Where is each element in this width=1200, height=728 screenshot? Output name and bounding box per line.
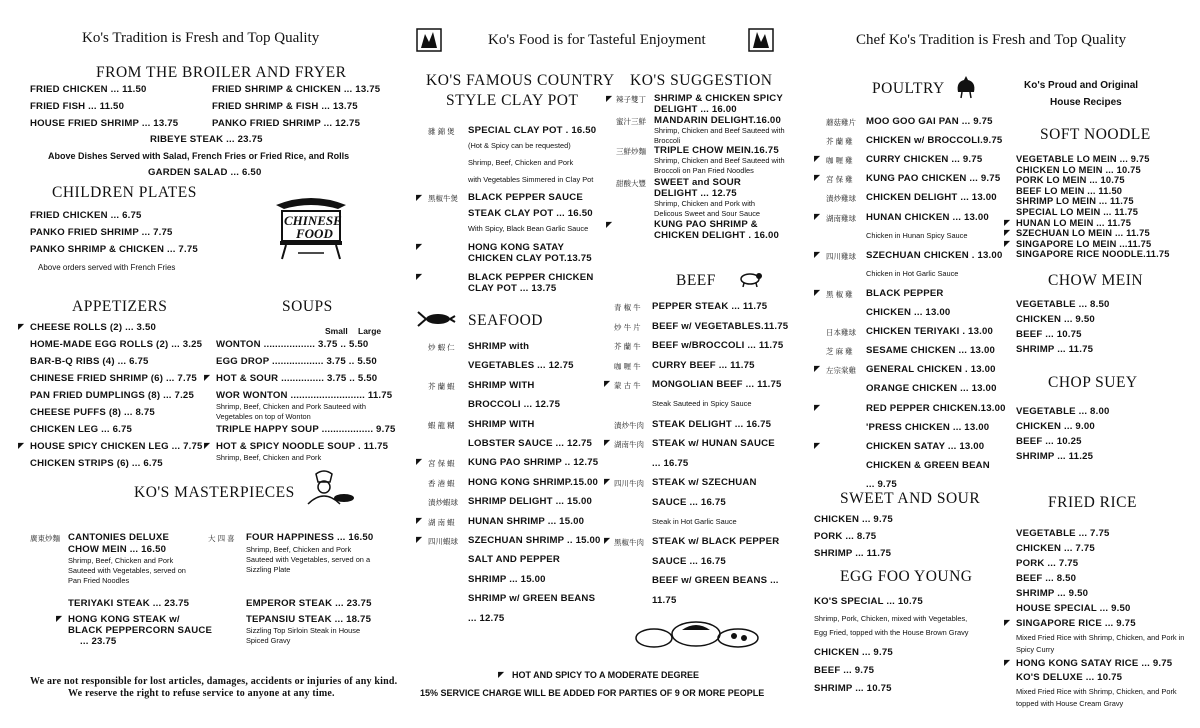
menu-item: SHRIMP & CHICKEN SPICY [654, 93, 783, 104]
item-description: Shrimp, Beef, Chicken and Pork Sauteed with Vegetables, served on a Sizzling Plate [246, 545, 371, 574]
menu-item: SHRIMP ... 9.50 [1016, 588, 1089, 599]
menu-item: MOO GOO GAI PAN ... 9.75 [866, 116, 993, 127]
hot-pepper-icon: ◤ [56, 614, 63, 623]
menu-item: EGG DROP .................. 3.75 .. 5.50 [216, 356, 377, 367]
hot-pepper-icon: ◤ [814, 154, 821, 164]
menu-item: CURRY CHICKEN ... 9.75 [866, 154, 983, 166]
menu-item: FOUR HAPPINESS ... 16.50 [246, 532, 374, 543]
chinese-name: 炒 牛 片 [614, 322, 641, 332]
chinese-name: 芥 蘭 牛 [614, 342, 641, 352]
menu-item: TRIPLE CHOW MEIN.16.75 [654, 145, 779, 156]
menu-item: ... 9.75 [866, 478, 897, 490]
menu-item: WOR WONTON .......................... 11.75 [216, 390, 393, 401]
menu-item: SZECHUAN CHICKEN . 13.00 [866, 249, 1003, 261]
soup-col-large: Large [358, 326, 382, 336]
hot-pepper-icon: ◤ [18, 441, 25, 450]
menu-item: RED PEPPER CHICKEN.13.00 [866, 402, 1006, 414]
chinese-name: 四川牛肉 [614, 479, 644, 489]
menu-item: CHICKEN ... 9.75 [814, 514, 893, 525]
menu-item: PORK ... 7.75 [1016, 558, 1079, 569]
chinese-name: 雜 錦 煲 [428, 127, 455, 136]
item-description: Shrimp, Beef, Chicken and Pork Sauteed with Vegetables on top of Wonton [216, 402, 366, 421]
right-panel [800, 0, 1200, 728]
beef-heading: BEEF [676, 272, 716, 289]
menu-item: HOUSE SPECIAL ... 9.50 [1016, 603, 1131, 614]
menu-item: BLACK PEPPER CHICKEN [468, 272, 594, 283]
menu-item: SALT AND PEPPER [468, 554, 561, 566]
chinese-name: 芝 麻 雞 [826, 347, 853, 357]
menu-item: SHRIMP LO MEIN ... 11.75 [1016, 196, 1134, 207]
menu-item: HOUSE SPICY CHICKEN LEG ... 7.75 [30, 441, 203, 452]
menu-item: BAR-B-Q RIBS (4) ... 6.75 [30, 356, 149, 367]
menu-item: 11.75 [652, 595, 677, 606]
menu-item: TEPANSIU STEAK ... 18.75 [246, 614, 372, 625]
left-panel [0, 0, 400, 728]
hot-pepper-icon: ◤ [204, 373, 211, 382]
menu-item: VEGETABLE LO MEIN ... 9.75 [1016, 154, 1150, 164]
menu-item: CHICKEN LEG ... 6.75 [30, 424, 133, 435]
menu-item: LOBSTER SAUCE ... 12.75 [468, 438, 593, 449]
hot-pepper-icon: ◤ [814, 402, 821, 412]
menu-item: SHRIMP ... 15.00 [468, 573, 546, 585]
menu-item: PANKO FRIED SHRIMP ... 12.75 [212, 118, 361, 129]
menu-item: CHEESE ROLLS (2) ... 3.50 [30, 322, 157, 333]
lobster-illustration [416, 308, 456, 330]
item-description: With Spicy, Black Bean Garlic Sauce [468, 224, 589, 233]
item-description: Shrimp, Beef, Chicken and Pork [216, 453, 322, 462]
menu-item: SHRIMP WITH [468, 379, 535, 391]
item-description: Shrimp, Beef, Chicken and Pork [468, 158, 574, 167]
hot-pepper-icon: ◤ [204, 441, 211, 450]
menu-item: VEGETABLE ... 7.75 [1016, 528, 1110, 539]
hot-pepper-icon: ◤ [416, 535, 423, 544]
menu-item: SESAME CHICKEN ... 13.00 [866, 345, 996, 357]
item-description: Steak in Hot Garlic Sauce [652, 516, 737, 526]
menu-item: BLACK PEPPER [866, 287, 944, 299]
chinese-name: 宮 保 雞 [826, 175, 853, 185]
hot-pepper-icon: ◤ [606, 94, 613, 103]
chinese-name: 四川蝦球 [428, 537, 458, 546]
chef-illustration [298, 470, 356, 506]
hot-pepper-icon: ◤ [416, 515, 423, 525]
menu-item: SZECHUAN LO MEIN ... 11.75 [1016, 228, 1150, 239]
menu-item: CHICKEN SATAY ... 13.00 [866, 440, 985, 452]
hot-pepper-icon: ◤ [1004, 618, 1011, 627]
house-recipes-heading: Ko's Proud and Original [1024, 80, 1139, 91]
item-description: Shrimp, Beef, Chicken and Pork Sauteed with Vegetables, served on Pan Fried Noodles [68, 556, 186, 585]
menu-item: BEEF ... 10.75 [1016, 329, 1082, 340]
hot-pepper-icon: ◤ [814, 287, 821, 297]
chinese-name: 蘑菇雞片 [826, 118, 856, 127]
seafood-heading: SEAFOOD [468, 312, 543, 329]
item-description: Shrimp, Chicken and Beef Sauteed with Broccoli on Pan Fried Noodles [654, 156, 785, 175]
menu-item: SAUCE ... 16.75 [652, 555, 726, 567]
cow-illustration [736, 270, 764, 288]
item-description: Sizzling Top Sirloin Steak in House Spiced Gravy [246, 626, 361, 645]
menu-item: VEGETABLES ... 12.75 [468, 360, 574, 372]
menu-item: BEEF w/ VEGETABLES.11.75 [652, 320, 789, 332]
menu-item: TRIPLE HAPPY SOUP .................. 9.75 [216, 424, 396, 435]
menu-item: CHICKEN ... 9.50 [1016, 314, 1095, 325]
item-description: Mixed Fried Rice with Shrimp, Chicken, and Pork in Spicy Curry [1016, 633, 1185, 654]
chinese-name: 芥 蘭 蝦 [428, 381, 455, 391]
menu-item: BLACK PEPPER SAUCE [468, 192, 584, 203]
menu-item: HOME-MADE EGG ROLLS (2) ... 3.25 [30, 339, 203, 350]
menu-item: PANKO SHRIMP & CHICKEN ... 7.75 [30, 244, 198, 255]
menu-item: SHRIMP ... 11.25 [1016, 451, 1094, 462]
menu-item: CHICKEN CLAY POT.13.75 [468, 253, 592, 264]
hot-pepper-icon: ◤ [416, 193, 423, 202]
menu-item: STEAK w/ BLACK PEPPER [652, 536, 780, 548]
menu-item: BROCCOLI ... 12.75 [468, 399, 561, 411]
hot-pepper-icon: ◤ [498, 670, 505, 679]
menu-item: FRIED SHRIMP & FISH ... 13.75 [212, 101, 358, 112]
hot-pepper-icon: ◤ [604, 477, 611, 487]
logo-text: FOOD [296, 226, 333, 241]
chop-suey-heading: CHOP SUEY [1048, 374, 1138, 391]
menu-item: BEEF ... 10.25 [1016, 436, 1082, 447]
menu-item: HUNAN CHICKEN ... 13.00 [866, 211, 989, 223]
soups-heading: SOUPS [282, 298, 333, 315]
chinese-name: 宮 保 蝦 [428, 459, 455, 469]
title-ornament-left [416, 28, 442, 52]
menu-item: DELIGHT ... 16.00 [654, 104, 737, 115]
chinese-name: 蜜汁三鮮 [616, 117, 646, 126]
hot-pepper-icon: ◤ [1004, 217, 1011, 227]
chinese-name: 芥 蘭 雞 [826, 137, 853, 147]
menu-item: SHRIMP w/ GREEN BEANS [468, 593, 596, 605]
chinese-name: 湖 南 蝦 [428, 517, 455, 527]
hot-pepper-icon: ◤ [416, 272, 423, 281]
broiler-note: Above Dishes Served with Salad, French Fries or Fried Rice, and Rolls [48, 151, 350, 161]
hot-pepper-icon: ◤ [1004, 228, 1011, 238]
claypot-heading: STYLE CLAY POT [446, 92, 579, 109]
menu-item: KUNG PAO SHRIMP & [654, 219, 758, 230]
food-illustration [626, 616, 766, 652]
chinese-name: 左宗棠雞 [826, 366, 856, 376]
menu-item: SINGAPORE RICE ... 9.75 [1016, 618, 1136, 629]
menu-item: CHICKEN LO MEIN ... 10.75 [1016, 164, 1141, 175]
menu-item: CHICKEN ... 9.75 [814, 647, 893, 658]
menu-item: GARDEN SALAD ... 6.50 [148, 167, 262, 178]
menu-item: PEPPER STEAK ... 11.75 [652, 301, 768, 312]
hot-pepper-icon: ◤ [814, 249, 821, 259]
menu-item: CHICKEN TERIYAKI . 13.00 [866, 326, 994, 338]
chinese-name: 青 椒 牛 [614, 303, 641, 312]
menu-item: CHICKEN ... 13.00 [866, 307, 951, 318]
title-ornament-right [748, 28, 774, 52]
menu-item: CHICKEN ... 9.00 [1016, 421, 1095, 432]
menu-item: VEGETABLE ... 8.50 [1016, 299, 1110, 310]
menu-item: BLACK PEPPERCORN SAUCE [68, 625, 213, 636]
menu-item: CHICKEN & GREEN BEAN [866, 459, 990, 471]
menu-item: RIBEYE STEAK ... 23.75 [150, 134, 263, 145]
disclaimer: We are not responsible for lost articles, damages, accidents or injuries of any kind. [30, 676, 398, 687]
menu-item: MONGOLIAN BEEF ... 11.75 [652, 379, 782, 391]
menu-item: CURRY BEEF ... 11.75 [652, 359, 755, 371]
menu-item: CANTONIES DELUXE [68, 532, 170, 543]
menu-item: CHICKEN ... 7.75 [1016, 543, 1095, 554]
hot-legend: HOT AND SPICY TO A MODERATE DEGREE [512, 670, 700, 680]
menu-item: ORANGE CHICKEN ... 13.00 [866, 383, 997, 395]
chinese-name: 辣子雙丁 [616, 95, 646, 104]
menu-item: 'PRESS CHICKEN ... 13.00 [866, 421, 990, 433]
menu-item: STEAK DELIGHT ... 16.75 [652, 418, 772, 430]
children-note: Above orders served with French Fries [38, 263, 176, 272]
menu-item: SINGAPORE LO MEIN ...11.75 [1016, 238, 1152, 249]
item-description: Shrimp, Pork, Chicken, mixed with Vegetables, Egg Fried, topped with the House Brown Gravy [814, 614, 969, 637]
house-recipes-heading: House Recipes [1050, 97, 1122, 108]
suggestion-heading: KO'S SUGGESTION [630, 72, 773, 89]
hot-pepper-icon: ◤ [416, 242, 423, 251]
menu-item: BEEF w/ GREEN BEANS ... [652, 575, 779, 587]
item-description: Shrimp, Chicken and Pork with Delicous Sweet and Sour Sauce [654, 199, 760, 218]
menu-item: CHOW MEIN ... 16.50 [68, 544, 167, 555]
menu-item: CLAY POT ... 13.75 [468, 283, 557, 294]
chinese-name: 漬炒雞球 [826, 194, 856, 204]
disclaimer: We reserve the right to refuse service to anyone at any time. [68, 688, 335, 699]
soft-noodle-heading: SOFT NOODLE [1040, 126, 1151, 143]
menu-item: FRIED CHICKEN ... 6.75 [30, 210, 142, 221]
hot-pepper-icon: ◤ [814, 440, 821, 450]
menu-item: EMPEROR STEAK ... 23.75 [246, 598, 372, 609]
chinese-name: 黑椒牛煲 [428, 194, 458, 203]
menu-item: SHRIMP ... 11.75 [814, 548, 892, 559]
menu-item: HUNAN LO MEIN ... 11.75 [1016, 217, 1132, 228]
menu-item: STEAK w/ HUNAN SAUCE [652, 438, 775, 450]
menu-item: MANDARIN DELIGHT.16.00 [654, 115, 782, 126]
chinese-food-logo [270, 193, 352, 261]
panel-title: Ko's Food is for Tasteful Enjoyment [488, 32, 706, 48]
menu-item: ... 23.75 [80, 636, 117, 647]
menu-item: WONTON .................. 3.75 .. 5.50 [216, 339, 369, 350]
hot-pepper-icon: ◤ [814, 173, 821, 183]
menu-item: SAUCE ... 16.75 [652, 497, 726, 508]
menu-item: VEGETABLE ... 8.00 [1016, 406, 1110, 417]
chinese-name: 炒 蝦 仁 [428, 343, 455, 352]
panel-title: Ko's Tradition is Fresh and Top Quality [82, 30, 320, 46]
menu-item: CHICKEN DELIGHT ... 13.00 [866, 192, 997, 204]
chinese-name: 香 港 蝦 [428, 478, 455, 488]
menu-item: STEAK CLAY POT ... 16.50 [468, 208, 593, 219]
chow-mein-heading: CHOW MEIN [1048, 272, 1144, 289]
menu-item: KO'S DELUXE ... 10.75 [1016, 672, 1123, 683]
menu-item: FRIED SHRIMP & CHICKEN ... 13.75 [212, 84, 381, 95]
broiler-heading: FROM THE BROILER AND FRYER [96, 64, 347, 81]
menu-item: HOT & SPICY NOODLE SOUP . 11.75 [216, 441, 389, 452]
menu-item: SPECIAL CLAY POT . 16.50 [468, 125, 597, 136]
hot-pepper-icon: ◤ [604, 536, 611, 546]
hot-pepper-icon: ◤ [1004, 238, 1011, 248]
menu-item: HONG KONG SATAY [468, 242, 565, 253]
menu-item: PANKO FRIED SHRIMP ... 7.75 [30, 227, 173, 238]
menu-item: BEEF ... 8.50 [1016, 573, 1077, 584]
hot-pepper-icon: ◤ [18, 322, 25, 331]
menu-item: KUNG PAO SHRIMP .. 12.75 [468, 457, 599, 469]
hot-pepper-icon: ◤ [1004, 658, 1011, 667]
sweet-sour-heading: SWEET AND SOUR [840, 490, 981, 507]
menu-item: BEEF LO MEIN ... 11.50 [1016, 185, 1123, 196]
chinese-name: 四川雞球 [826, 251, 856, 261]
menu-item: TERIYAKI STEAK ... 23.75 [68, 598, 190, 609]
chinese-name: 三鮮炒麵 [616, 147, 646, 156]
chinese-name: 蒙 古 牛 [614, 381, 641, 391]
chinese-name: 廣東炒麵 [30, 534, 60, 543]
menu-item: HUNAN SHRIMP ... 15.00 [468, 515, 585, 527]
egg-foo-young-heading: EGG FOO YOUNG [840, 568, 973, 585]
rooster-illustration [952, 72, 980, 100]
item-description: Chicken in Hunan Spicy Sauce [866, 230, 968, 240]
menu-item: CHEESE PUFFS (8) ... 8.75 [30, 407, 155, 418]
menu-item: PORK ... 8.75 [814, 531, 877, 542]
menu-item: HOT & SOUR ............... 3.75 .. 5.50 [216, 373, 378, 384]
menu-item: FRIED CHICKEN ... 11.50 [30, 84, 147, 95]
hot-pepper-icon: ◤ [814, 364, 821, 374]
item-description: Steak Sauteed in Spicy Sauce [652, 399, 752, 408]
service-charge-note: 15% SERVICE CHARGE WILL BE ADDED FOR PARTIES OF 9 OR MORE PEOPLE [420, 688, 765, 698]
menu-item: STEAK w/ SZECHUAN [652, 477, 757, 489]
chinese-name: 漬炒牛肉 [614, 420, 644, 430]
chinese-name: 咖 喱 雞 [826, 156, 853, 166]
chinese-name: 咖 喱 牛 [614, 361, 641, 371]
claypot-heading: KO'S FAMOUS COUNTRY [426, 72, 615, 89]
menu-item: FRIED FISH ... 11.50 [30, 101, 125, 112]
chinese-name: 湖南雞球 [826, 213, 856, 223]
menu-item: DELIGHT ... 12.75 [654, 188, 737, 199]
menu-item: PORK LO MEIN ... 10.75 [1016, 175, 1125, 186]
menu-item: SZECHUAN SHRIMP .. 15.00 [468, 535, 601, 546]
menu-item: HONG KONG STEAK w/ [68, 614, 180, 625]
menu-item: PAN FRIED DUMPLINGS (8) ... 7.25 [30, 390, 195, 401]
chinese-name: 黑椒牛肉 [614, 538, 644, 548]
chinese-name: 蝦 龍 糊 [428, 420, 455, 430]
menu-item: CHINESE FRIED SHRIMP (6) ... 7.75 [30, 373, 197, 384]
item-description: Mixed Fried Rice with Shrimp, Chicken, and Pork topped with House Cream Gravy [1016, 687, 1177, 708]
menu-item: HOUSE FRIED SHRIMP ... 13.75 [30, 118, 179, 129]
menu-item: SHRIMP ... 11.75 [1016, 344, 1094, 355]
menu-item: CHICKEN DELIGHT . 16.00 [654, 230, 780, 241]
logo-text: CHINESE [284, 213, 342, 228]
chinese-name: 日本雞球 [826, 328, 856, 338]
children-heading: CHILDREN PLATES [52, 184, 197, 201]
item-description: with Vegetables Simmered in Clay Pot [468, 175, 594, 184]
menu-item: HONG KONG SATAY RICE ... 9.75 [1016, 658, 1173, 669]
hot-pepper-icon: ◤ [814, 211, 821, 221]
fried-rice-heading: FRIED RICE [1048, 494, 1137, 511]
item-description: Chicken in Hot Garlic Sauce [866, 268, 959, 278]
menu-item: ... 16.75 [652, 457, 689, 469]
menu-item: SHRIMP ... 10.75 [814, 683, 892, 694]
soup-col-small: Small [325, 326, 348, 336]
hot-pepper-icon: ◤ [604, 379, 611, 389]
menu-item: CHICKEN w/ BROCCOLI.9.75 [866, 135, 1003, 147]
appetizers-heading: APPETIZERS [72, 298, 168, 315]
chinese-name: 黑 椒 雞 [826, 289, 853, 299]
menu-item: KUNG PAO CHICKEN ... 9.75 [866, 173, 1001, 185]
panel-title: Chef Ko's Tradition is Fresh and Top Quality [856, 32, 1127, 48]
menu-item: HONG KONG SHRIMP.15.00 [468, 476, 599, 488]
chinese-name: 大 四 喜 [208, 534, 235, 543]
chinese-name: 湖南牛肉 [614, 440, 644, 450]
menu-item: GENERAL CHICKEN . 13.00 [866, 364, 996, 376]
menu-item: SPECIAL LO MEIN ... 11.75 [1016, 207, 1139, 217]
chinese-name: 漬炒蝦球 [428, 498, 458, 508]
menu-item: BEEF w/BROCCOLI ... 11.75 [652, 340, 784, 352]
hot-pepper-icon: ◤ [416, 457, 423, 467]
menu-item: BEEF ... 9.75 [814, 665, 875, 676]
item-description: Shrimp, Chicken and Beef Sauteed with Broccoli [654, 126, 785, 145]
menu-item: SHRIMP DELIGHT ... 15.00 [468, 496, 593, 508]
menu-item: CHICKEN STRIPS (6) ... 6.75 [30, 458, 163, 469]
menu-item: SWEET and SOUR [654, 177, 742, 188]
masterpieces-heading: KO'S MASTERPIECES [134, 484, 295, 501]
hot-pepper-icon: ◤ [606, 220, 613, 229]
menu-item: SHRIMP with [468, 341, 530, 352]
menu-item: SINGAPORE RICE NOODLE.11.75 [1016, 249, 1170, 260]
chinese-name: 甜酸大豐 [616, 179, 646, 188]
menu-item: ... 12.75 [468, 612, 505, 624]
poultry-heading: POULTRY [872, 80, 945, 97]
menu-item: SHRIMP WITH [468, 418, 535, 430]
item-description: (Hot & Spicy can be requested) [468, 141, 571, 150]
hot-pepper-icon: ◤ [604, 438, 611, 448]
middle-panel [400, 0, 800, 728]
menu-item: KO'S SPECIAL ... 10.75 [814, 596, 923, 607]
